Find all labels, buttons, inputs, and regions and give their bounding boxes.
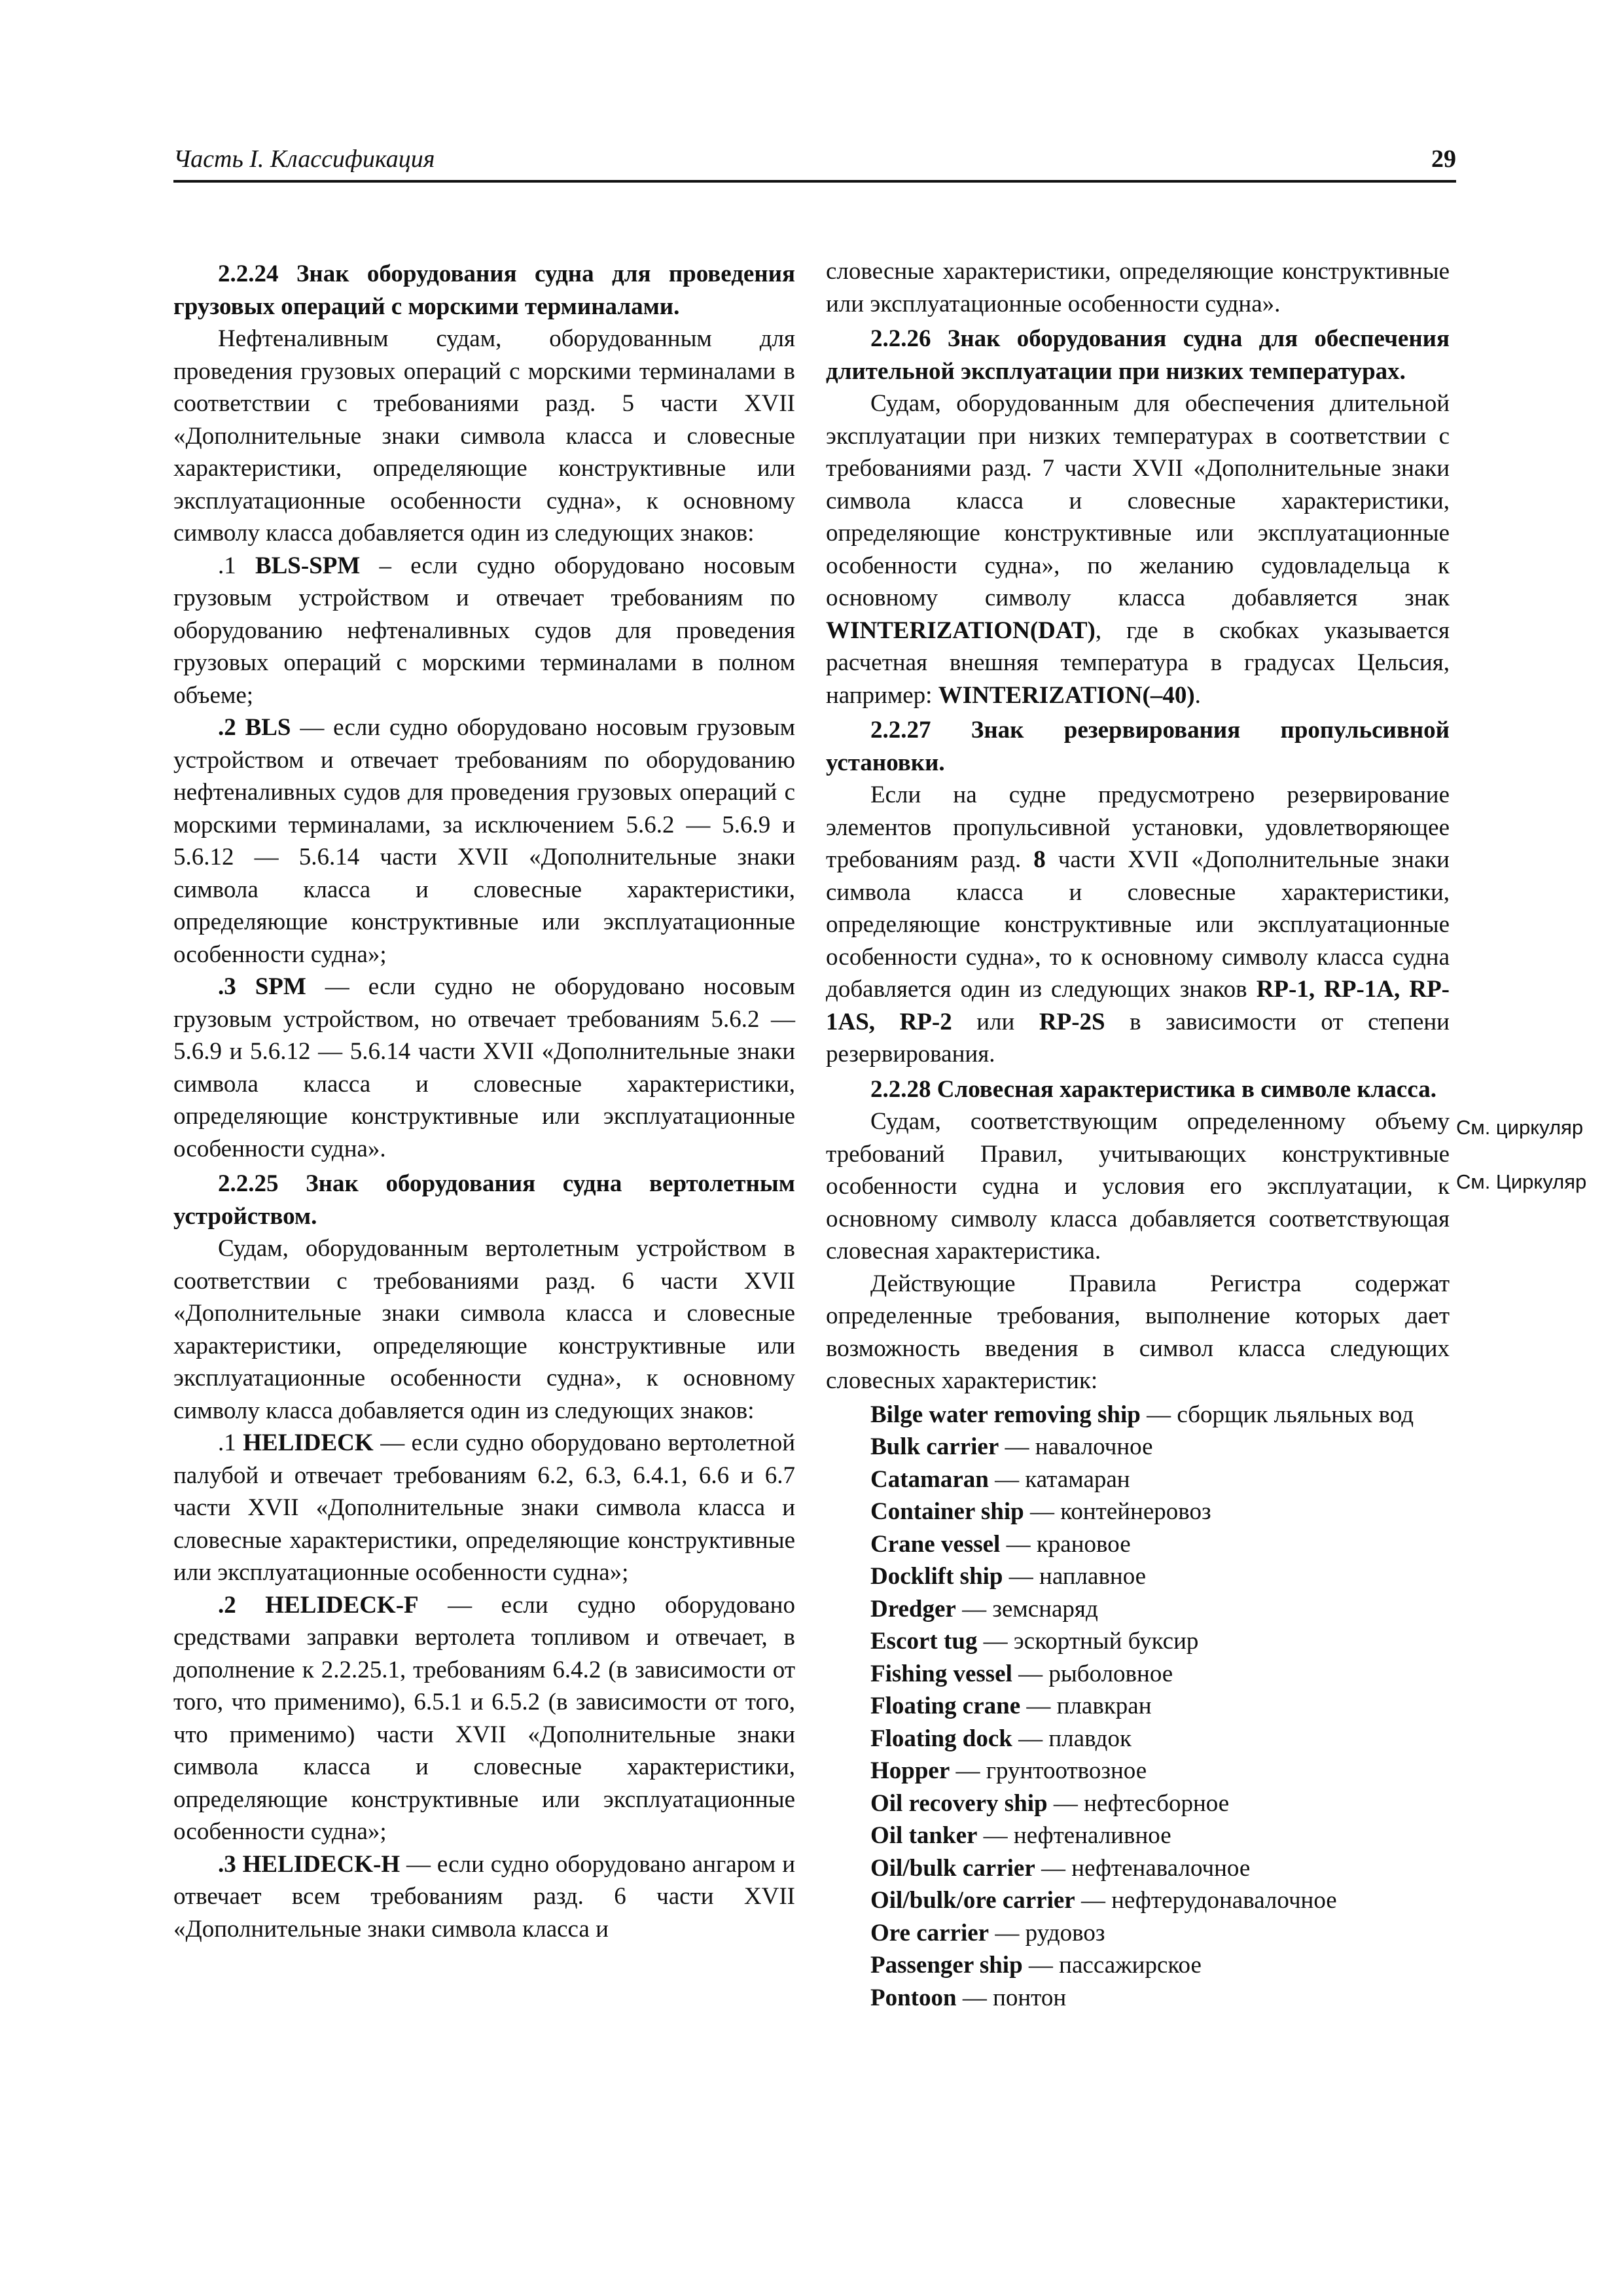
item-spm — [173, 971, 795, 1165]
continued-text: словесные характеристики, определяющие конструктивные или эксплуатационные особенности судна». — [826, 258, 1450, 317]
characteristic-ru: — эскортный буксир — [983, 1628, 1199, 1655]
item-bls — [173, 711, 795, 971]
characteristic-en: Oil/bulk carrier — [870, 1854, 1035, 1882]
page-number: 29 — [1431, 145, 1456, 173]
paragraph-text: Если на судне предусмотрено резервирование элементов пропульсивной установки, удовлетворяющее требованиям разд. — [826, 781, 1450, 873]
characteristic-item — [826, 1431, 1450, 1463]
item-code: SPM — [255, 973, 306, 1000]
characteristic-item — [826, 1820, 1450, 1852]
characteristic-en: Floating dock — [870, 1725, 1012, 1752]
item-text: — если судно оборудовано ангаром и отвечает всем требованиям разд. 6 части XVII «Дополнительные знаки символа класса и — [173, 1850, 796, 1943]
characteristic-ru: — пассажирское — [1028, 1952, 1202, 1979]
characteristic-ru: — контейнеровоз — [1030, 1498, 1211, 1525]
section-number: 2.2.25 — [218, 1170, 279, 1197]
item-text: – если судно оборудовано носовым грузовым устройством и отвечает требованиям по оборудованию нефтеналивных судов для проведения грузовых операций с морскими терминалами в полном объеме; — [173, 552, 796, 709]
item-helideck-h — [173, 1848, 795, 1946]
characteristic-ru: — плавдок — [1018, 1725, 1132, 1752]
section-title: Знак оборудования судна для обеспечения длительной эксплуатации при низких температурах. — [826, 325, 1450, 385]
characteristic-ru: — наплавное — [1008, 1563, 1147, 1590]
characteristic-ru: — рудовоз — [995, 1919, 1105, 1946]
characteristic-item — [826, 1982, 1450, 2015]
code-rp-2s: RP-2S — [1039, 1008, 1105, 1035]
characteristic-en: Fishing vessel — [870, 1660, 1012, 1687]
characteristic-item — [826, 1755, 1450, 1787]
section-2-2-25-paragraph: Судам, оборудованным вертолетным устройством в соответствии с требованиями разд. 6 части XVII «Дополнительные знаки символа класса и словесные характеристики, определяющие конструктивные или эксплуатационные особенности судна», к основному символу класса добавляется один из следующих знаков: — [173, 1235, 795, 1424]
characteristic-en: Docklift ship — [870, 1563, 1003, 1590]
section-2-2-25-heading — [173, 1168, 795, 1232]
item-number: .1 — [218, 552, 236, 579]
characteristic-item — [826, 1884, 1450, 1917]
section-2-2-27-heading — [826, 714, 1450, 779]
section-2-2-27-paragraph — [826, 779, 1450, 1071]
characteristic-en: Bulk carrier — [870, 1433, 999, 1460]
paragraph-text: . — [1194, 681, 1201, 709]
characteristic-en: Container ship — [870, 1498, 1024, 1525]
characteristic-item — [826, 1917, 1450, 1950]
characteristic-ru: — нефтеналивное — [983, 1822, 1171, 1849]
characteristic-ru: — катамаран — [995, 1465, 1130, 1493]
item-helideck — [173, 1427, 795, 1589]
margin-note-circular[interactable]: См. Циркуляр — [1456, 1170, 1587, 1193]
characteristic-en: Escort tug — [870, 1628, 978, 1655]
item-number: .3 — [218, 973, 236, 1000]
paragraph-text: части XVII «Дополнительные знаки символа класса и словесные характеристики, определяющие конструктивные или эксплуатационные особенности судна», то к основному символу класса судна добавляется один из следующих знаков — [826, 846, 1450, 1003]
characteristic-ru: — нефтесборное — [1053, 1789, 1230, 1817]
item-text: — если судно не оборудовано носовым грузовым устройством, но отвечает требованиям 5.6.2 — 5.6.9 и 5.6.12 — 5.6.14 части XVII «Дополнительные знаки символа класса и словесные характеристики, определяющие конструктивные или эксплуатационные особенности судна». — [173, 973, 796, 1162]
characteristic-en: Bilge water removing ship — [870, 1401, 1141, 1428]
characteristic-item — [826, 1690, 1450, 1723]
characteristic-item — [826, 1658, 1450, 1691]
characteristic-en: Dredger — [870, 1595, 956, 1623]
code-winterization-dat: WINTERIZATION(DAT) — [826, 617, 1096, 644]
characteristic-ru: — навалочное — [1005, 1433, 1153, 1460]
item-code: HELIDECK — [243, 1429, 374, 1456]
characteristic-en: Oil recovery ship — [870, 1789, 1048, 1817]
characteristic-item — [826, 1787, 1450, 1820]
item-code: HELIDECK-F — [265, 1591, 419, 1619]
characteristic-item — [826, 1528, 1450, 1561]
characteristic-item — [826, 1463, 1450, 1496]
characteristic-en: Crane vessel — [870, 1530, 1001, 1558]
characteristics-list — [826, 1399, 1450, 2015]
characteristic-en: Oil tanker — [870, 1822, 978, 1849]
characteristic-ru: — понтон — [962, 1984, 1067, 2011]
characteristic-item — [826, 1625, 1450, 1658]
item-number: .1 — [218, 1429, 236, 1456]
code-winterization-example: WINTERIZATION(–40) — [938, 681, 1195, 709]
section-2-2-28-paragraph-1: Судам, соответствующим определенному объему требований Правил, учитывающих конструктивные особенности судна и условия его эксплуатации, к основному символу класса добавляется соответствующая словесная характеристика. — [826, 1108, 1450, 1265]
characteristic-item — [826, 1399, 1450, 1431]
paragraph-text: в зависимости от степени резервирования. — [826, 1008, 1450, 1067]
paragraph-text: Судам, оборудованным для обеспечения длительной эксплуатации при низких температурах в соответствии с требованиями разд. 7 части XVII «Дополнительные знаки символа класса и словесные характеристики, определяющие конструктивные или эксплуатационные особенности судна», по желанию судовладельца к основному символу класса добавляется знак — [826, 390, 1450, 611]
item-code: BLS — [245, 714, 291, 741]
running-title: Часть I. Классификация — [173, 145, 435, 173]
section-number: 2.2.24 — [218, 260, 279, 287]
item-text: — если судно оборудовано носовым грузовым устройством и отвечает требованиям по оборудованию нефтеналивных судов для проведения грузовых операций с морскими терминалами, за исключением 5.6.2 — 5.6.9 и 5.6.12 — 5.6.14 части XVII «Дополнительные знаки символа класса и словесные характеристики, определяющие конструктивные или эксплуатационные особенности судна»; — [173, 714, 795, 968]
item-helideck-f — [173, 1589, 795, 1848]
item-number: .2 — [218, 1591, 236, 1619]
section-number: 2.2.27 — [870, 717, 931, 744]
characteristic-en: Oil/bulk/ore carrier — [870, 1887, 1075, 1914]
conjunction: или — [976, 1008, 1015, 1035]
characteristic-ru: — рыболовное — [1018, 1660, 1173, 1687]
characteristic-item — [826, 1949, 1450, 1982]
characteristic-ru: — крановое — [1006, 1530, 1131, 1558]
section-2-2-24-paragraph: Нефтеналивным судам, оборудованным для проведения грузовых операций с морскими терминалами в соответствии с требованиями разд. 5 части XVII «Дополнительные знаки символа класса и словесные характеристики, определяющие конструктивные или эксплуатационные особенности судна», к основному символу класса добавляется один из следующих знаков: — [173, 325, 795, 547]
characteristic-ru: — плавкран — [1026, 1693, 1152, 1719]
section-title: Знак оборудования судна для проведения грузовых операций с морскими терминалами. — [173, 260, 796, 320]
section-ref: 8 — [1033, 846, 1046, 873]
characteristic-ru: — грунтоотвозное — [955, 1757, 1147, 1784]
left-column — [173, 255, 795, 1945]
characteristic-ru: — нефтенавалочное — [1041, 1854, 1251, 1882]
section-2-2-26-heading — [826, 323, 1450, 387]
paragraph-text: , где в скобках указывается расчетная внешняя температура в градусах Цельсия, например: — [826, 617, 1450, 709]
characteristic-en: Passenger ship — [870, 1952, 1023, 1979]
characteristic-en: Ore carrier — [870, 1919, 990, 1946]
characteristic-item — [826, 1560, 1450, 1593]
item-code: HELIDECK-H — [242, 1850, 401, 1878]
characteristic-ru: — сборщик льяльных вод — [1147, 1401, 1414, 1428]
section-title: Словесная характеристика в символе класса. — [936, 1075, 1436, 1103]
item-number: .3 — [218, 1850, 236, 1878]
characteristic-en: Floating crane — [870, 1693, 1021, 1719]
characteristic-en: Catamaran — [870, 1465, 989, 1493]
item-number: .2 — [218, 714, 236, 741]
section-number: 2.2.28 — [870, 1075, 931, 1103]
characteristic-ru: — нефтерудонавалочное — [1080, 1887, 1337, 1914]
right-column — [826, 255, 1450, 2014]
section-title: Знак резервирования пропульсивной установки. — [826, 717, 1450, 776]
characteristic-en: Hopper — [870, 1757, 950, 1784]
item-bls-spm — [173, 550, 795, 712]
section-2-2-28-paragraph-2: Действующие Правила Регистра содержат определенные требования, выполнение которых дает возможность введения в символ класса следующих словесных характеристик: — [826, 1270, 1450, 1394]
characteristic-item — [826, 1593, 1450, 1626]
section-title: Знак оборудования судна вертолетным устройством. — [173, 1170, 796, 1230]
characteristic-item — [826, 1723, 1450, 1755]
item-text: — если судно оборудовано средствами заправки вертолета топливом и отвечает, в дополнение к 2.2.25.1, требованиям 6.4.2 (в зависимости от того, что применимо), 6.5.1 и 6.5.2 (в зависимости от того, что применимо) части XVII «Дополнительные знаки символа класса и словесные характеристики, определяющие конструктивные или эксплуатационные особенности судна»; — [173, 1591, 795, 1845]
item-text: — если судно оборудовано вертолетной палубой и отвечает требованиям 6.2, 6.3, 6.4.1, 6.6 и 6.7 части XVII «Дополнительные знаки символа класса и словесные характеристики, определяющие конструктивные или эксплуатационные особенности судна»; — [173, 1429, 796, 1586]
page-header — [173, 141, 1456, 183]
codes-rp: RP-1, RP-1A, RP-1AS, RP-2 — [826, 976, 1450, 1035]
section-2-2-24-heading — [173, 258, 795, 323]
characteristic-en: Pontoon — [870, 1984, 957, 2011]
margin-note-circular[interactable]: См. циркуляр — [1456, 1116, 1584, 1139]
item-code: BLS-SPM — [255, 552, 361, 579]
characteristic-ru: — земснаряд — [962, 1595, 1098, 1623]
section-number: 2.2.26 — [870, 325, 931, 352]
characteristic-item — [826, 1496, 1450, 1528]
characteristic-item — [826, 1852, 1450, 1885]
section-2-2-28-heading — [826, 1073, 1450, 1106]
section-2-2-26-paragraph — [826, 387, 1450, 711]
